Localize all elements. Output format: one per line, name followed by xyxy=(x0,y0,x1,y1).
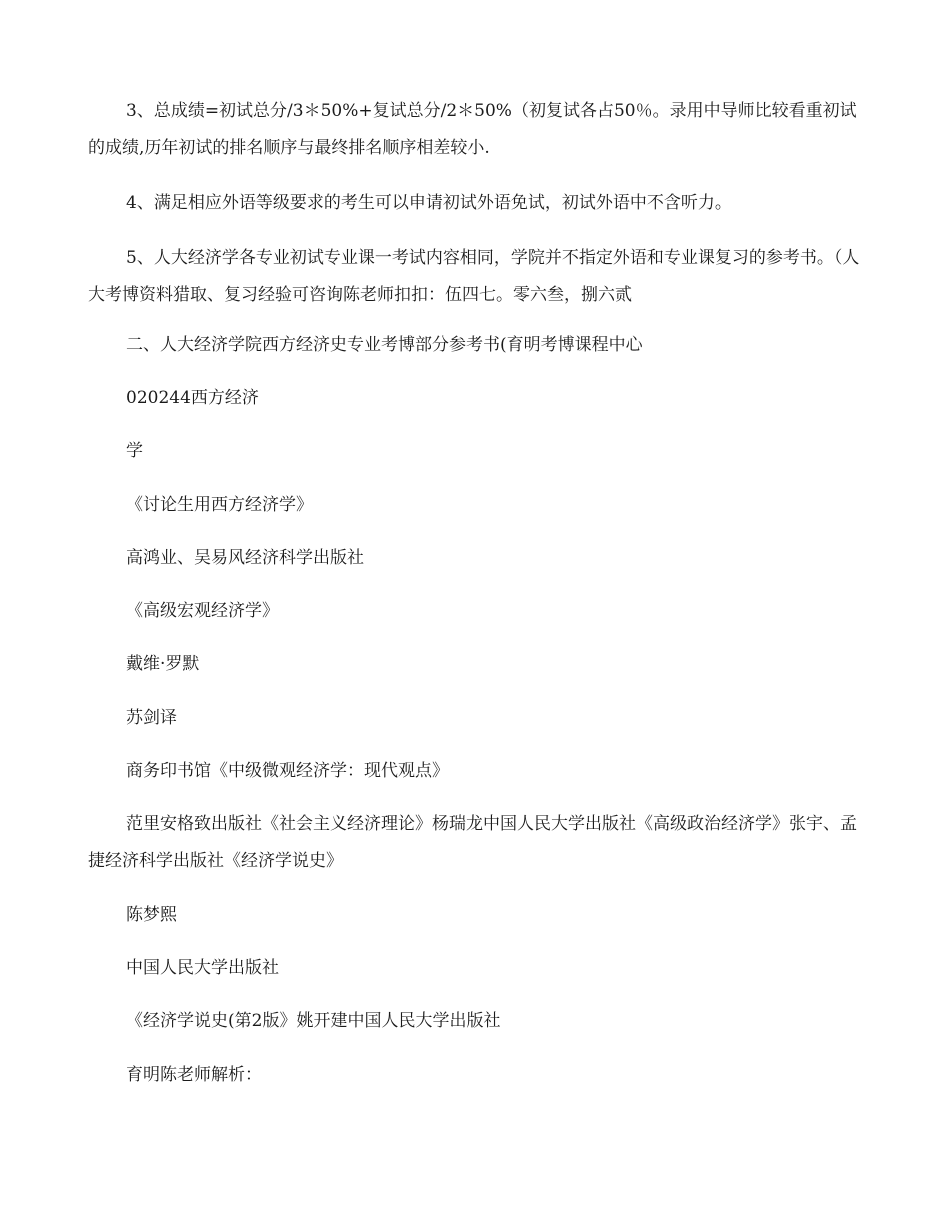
book-title-2: 《高级宏观经济学》 xyxy=(126,601,279,621)
paragraph-exam-content: 5、人大经济学各专业初试专业课一考试内容相同，学院并不指定外语和专业课复习的参考书。（人大考博资料猎取、复习经验可咨询陈老师扣扣：伍四七。零六叁，捌六贰 xyxy=(88,248,860,305)
book-author-2: 戴维·罗默 xyxy=(126,654,200,674)
book-translator-2: 苏剑译 xyxy=(126,708,177,728)
book-author-1: 高鸿业、吴易风经济科学出版社 xyxy=(126,548,364,568)
paragraph-major-suffix: 学 xyxy=(126,441,143,461)
paragraph-major-code: 020244西方经济 xyxy=(126,388,259,408)
paragraph-foreign-language-exemption: 4、满足相应外语等级要求的考生可以申请初试外语免试，初试外语中不含听力。 xyxy=(126,193,732,213)
section-heading-reference-books: 二、人大经济学院西方经济史专业考博部分参考书(育明考博课程中心 xyxy=(126,335,643,355)
book-author-history: 陈梦熙 xyxy=(126,905,177,925)
paragraph-total-score: 3、总成绩=初试总分/3＊50%+复试总分/2＊50%（初复试各占50％。录用中导师比较看重初试的成绩,历年初试的排名顺序与最终排名顺序相差较小. xyxy=(88,101,857,158)
book-list-combined: 范里安格致出版社《社会主义经济理论》杨瑞龙中国人民大学出版社《高级政治经济学》张宇、孟捷经济科学出版社《经济学说史》 xyxy=(88,814,857,871)
book-title-history-2nd: 《经济学说史(第2版》姚开建中国人民大学出版社 xyxy=(126,1011,501,1031)
book-title-1: 《讨论生用西方经济学》 xyxy=(126,495,313,515)
book-publisher-title-3: 商务印书馆《中级微观经济学：现代观点》 xyxy=(126,761,449,781)
analysis-heading: 育明陈老师解析： xyxy=(126,1065,262,1085)
book-publisher-history: 中国人民大学出版社 xyxy=(126,958,279,978)
